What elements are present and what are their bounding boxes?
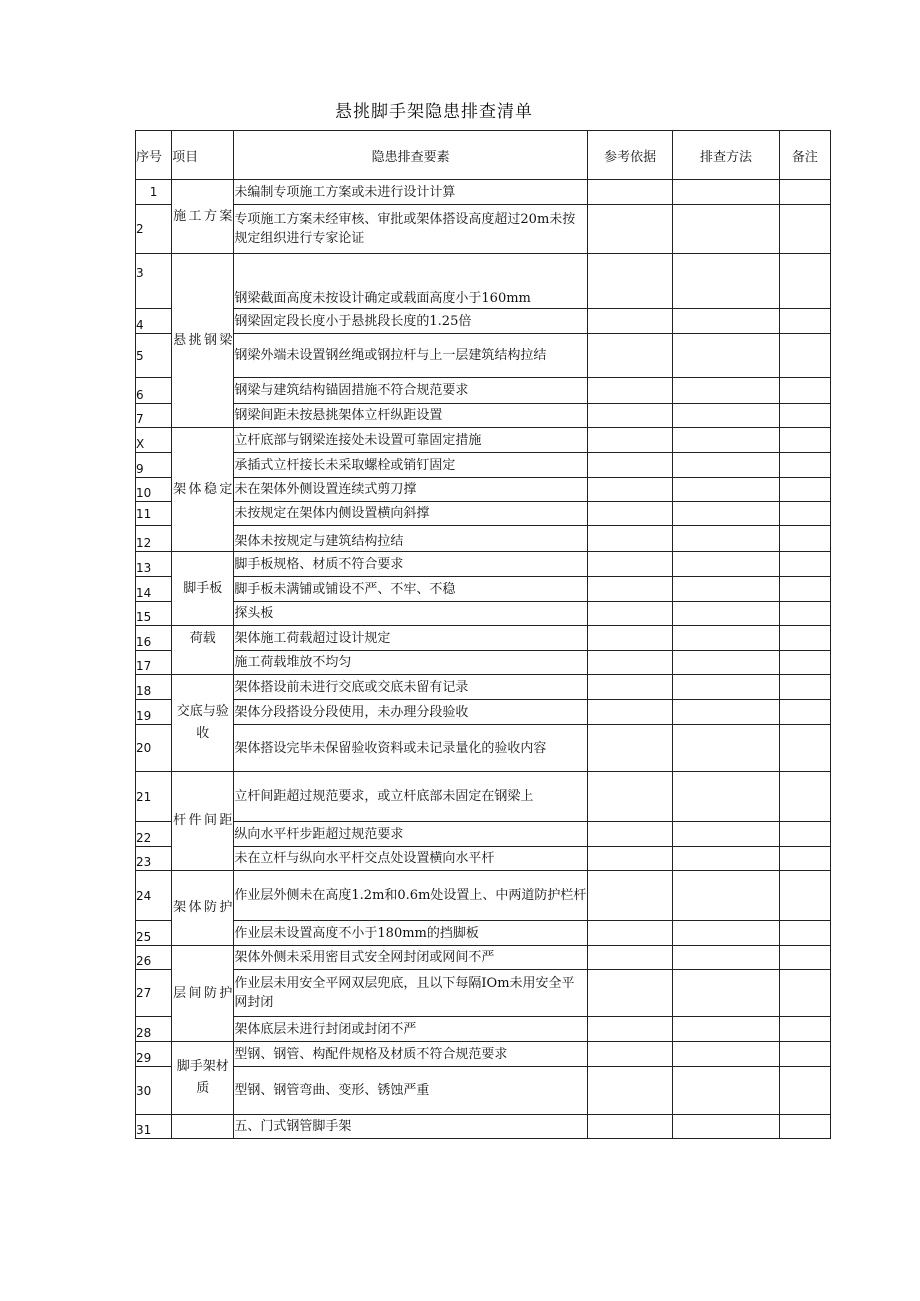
note-cell <box>779 180 830 205</box>
basis-cell <box>587 205 672 254</box>
table-row <box>136 502 831 526</box>
note-cell <box>779 822 830 847</box>
row-no: 23 <box>136 847 172 871</box>
method-cell <box>673 478 779 502</box>
row-no: 4 <box>136 309 172 334</box>
table-row <box>136 725 831 772</box>
table-row <box>136 1017 831 1042</box>
item-load: 荷载 <box>172 626 234 675</box>
hazard-text: 承插式立杆接长未采取螺栓或销钉固定 <box>234 453 588 478</box>
row-no: 7 <box>136 404 172 428</box>
basis-cell <box>587 1017 672 1042</box>
hazard-text: 未按规定在架体内侧设置横向斜撑 <box>234 502 588 526</box>
note-cell <box>779 526 830 552</box>
note-cell <box>779 1067 830 1115</box>
hazard-text: 钢梁截面高度未按设计确定或载面高度小于160mm <box>234 254 588 309</box>
item-scaffold-board: 脚手板 <box>172 552 234 626</box>
row-no: 29 <box>136 1042 172 1067</box>
hazard-text: 架体底层未进行封闭或封闭不严 <box>234 1017 588 1042</box>
header-basis: 参考依据 <box>587 131 672 180</box>
basis-cell <box>587 602 672 626</box>
row-no: 22 <box>136 822 172 847</box>
row-no: 15 <box>136 602 172 626</box>
note-cell <box>779 334 830 378</box>
table-row <box>136 1115 831 1139</box>
basis-cell <box>587 772 672 822</box>
basis-cell <box>587 552 672 577</box>
method-cell <box>673 404 779 428</box>
item-frame-protection: 架体防护 <box>172 871 234 946</box>
basis-cell <box>587 847 672 871</box>
item-frame-stability: 架体稳定 <box>172 428 234 552</box>
hazard-text: 架体未按规定与建筑结构拉结 <box>234 526 588 552</box>
method-cell <box>673 700 779 725</box>
hazard-text: 施工荷载堆放不均匀 <box>234 651 588 675</box>
basis-cell <box>587 254 672 309</box>
basis-cell <box>587 478 672 502</box>
method-cell <box>673 205 779 254</box>
note-cell <box>779 404 830 428</box>
basis-cell <box>587 1115 672 1139</box>
table-row <box>136 970 831 1017</box>
method-cell <box>673 502 779 526</box>
hazard-text: 脚手板未满铺或铺设不严、不牢、不稳 <box>234 577 588 602</box>
note-cell <box>779 502 830 526</box>
row-no: 25 <box>136 921 172 946</box>
basis-cell <box>587 428 672 453</box>
hazard-text: 未在立杆与纵向水平杆交点处设置横向水平杆 <box>234 847 588 871</box>
header-hazard: 隐患排查要素 <box>234 131 588 180</box>
basis-cell <box>587 725 672 772</box>
basis-cell <box>587 502 672 526</box>
table-row <box>136 428 831 453</box>
basis-cell <box>587 526 672 552</box>
row-no: 18 <box>136 675 172 700</box>
table-row <box>136 1042 831 1067</box>
note-cell <box>779 577 830 602</box>
basis-cell <box>587 309 672 334</box>
table-row <box>136 602 831 626</box>
hazard-text: 型钢、钢管弯曲、变形、锈蚀严重 <box>234 1067 588 1115</box>
hazard-text: 架体外侧未采用密目式安全网封闭或网间不严 <box>234 946 588 970</box>
method-cell <box>673 254 779 309</box>
table-row <box>136 453 831 478</box>
method-cell <box>673 526 779 552</box>
row-no: 2 <box>136 205 172 254</box>
table-row <box>136 772 831 822</box>
hazard-text: 架体搭设前未进行交底或交底未留有记录 <box>234 675 588 700</box>
hazard-text: 未在架体外侧设置连续式剪刀撑 <box>234 478 588 502</box>
row-no: 11 <box>136 502 172 526</box>
note-cell <box>779 1115 830 1139</box>
hazard-text: 钢梁间距未按悬挑架体立杆纵距设置 <box>234 404 588 428</box>
method-cell <box>673 1115 779 1139</box>
method-cell <box>673 822 779 847</box>
note-cell <box>779 254 830 309</box>
basis-cell <box>587 921 672 946</box>
table-row <box>136 577 831 602</box>
note-cell <box>779 970 830 1017</box>
note-cell <box>779 205 830 254</box>
row-no: 28 <box>136 1017 172 1042</box>
method-cell <box>673 847 779 871</box>
basis-cell <box>587 626 672 651</box>
item-cantilever-beam: 悬挑钢梁 <box>172 254 234 428</box>
method-cell <box>673 334 779 378</box>
note-cell <box>779 626 830 651</box>
row-no: 12 <box>136 526 172 552</box>
note-cell <box>779 428 830 453</box>
item-construction-plan: 施工方案 <box>172 180 234 254</box>
hazard-text: 架体施工荷载超过设计规定 <box>234 626 588 651</box>
table-row <box>136 626 831 651</box>
hazard-text: 型钢、钢管、构配件规格及材质不符合规范要求 <box>234 1042 588 1067</box>
row-no: 24 <box>136 871 172 921</box>
note-cell <box>779 478 830 502</box>
row-no: 6 <box>136 378 172 404</box>
note-cell <box>779 1017 830 1042</box>
method-cell <box>673 921 779 946</box>
note-cell <box>779 453 830 478</box>
table-row <box>136 404 831 428</box>
row-no: 20 <box>136 725 172 772</box>
table-row <box>136 675 831 700</box>
hazard-checklist-table <box>135 130 831 1139</box>
header-item: 项目 <box>172 131 234 180</box>
note-cell <box>779 847 830 871</box>
item-bar-spacing: 杆件间距 <box>172 772 234 871</box>
basis-cell <box>587 577 672 602</box>
table-row <box>136 1067 831 1115</box>
table-row <box>136 552 831 577</box>
note-cell <box>779 700 830 725</box>
method-cell <box>673 970 779 1017</box>
note-cell <box>779 946 830 970</box>
note-cell <box>779 675 830 700</box>
method-cell <box>673 453 779 478</box>
row-no: 5 <box>136 334 172 378</box>
basis-cell <box>587 822 672 847</box>
hazard-text: 探头板 <box>234 602 588 626</box>
table-row <box>136 526 831 552</box>
method-cell <box>673 602 779 626</box>
table-row <box>136 921 831 946</box>
hazard-text: 专项施工方案未经审核、审批或架体搭设高度超过20m未按规定组织进行专家论证 <box>234 205 588 254</box>
method-cell <box>673 552 779 577</box>
row-no: 21 <box>136 772 172 822</box>
basis-cell <box>587 334 672 378</box>
header-no: 序号 <box>136 131 172 180</box>
header-note: 备注 <box>779 131 830 180</box>
basis-cell <box>587 675 672 700</box>
table-row <box>136 871 831 921</box>
row-no: 30 <box>136 1067 172 1115</box>
hazard-text: 作业层未设置高度不小于180mm的挡脚板 <box>234 921 588 946</box>
method-cell <box>673 1067 779 1115</box>
hazard-text: 立杆间距超过规范要求，或立杆底部未固定在钢梁上 <box>234 772 588 822</box>
note-cell <box>779 871 830 921</box>
table-row <box>136 180 831 205</box>
method-cell <box>673 309 779 334</box>
method-cell <box>673 675 779 700</box>
basis-cell <box>587 180 672 205</box>
method-cell <box>673 725 779 772</box>
note-cell <box>779 602 830 626</box>
table-row <box>136 847 831 871</box>
note-cell <box>779 651 830 675</box>
note-cell <box>779 772 830 822</box>
basis-cell <box>587 970 672 1017</box>
hazard-text: 脚手板规格、材质不符合要求 <box>234 552 588 577</box>
row-no: X <box>136 428 172 453</box>
row-no: 9 <box>136 453 172 478</box>
basis-cell <box>587 700 672 725</box>
row-no: 14 <box>136 577 172 602</box>
table-row <box>136 309 831 334</box>
table-row <box>136 334 831 378</box>
method-cell <box>673 428 779 453</box>
table-row <box>136 822 831 847</box>
table-row <box>136 700 831 725</box>
row-no: 3 <box>136 254 172 309</box>
item-cell-empty <box>172 1115 234 1139</box>
method-cell <box>673 651 779 675</box>
basis-cell <box>587 651 672 675</box>
hazard-text: 未编制专项施工方案或未进行设计计算 <box>234 180 588 205</box>
hazard-text: 作业层未用安全平网双层兜底，且以下每隔IOm未用安全平网封闭 <box>234 970 588 1017</box>
note-cell <box>779 378 830 404</box>
method-cell <box>673 871 779 921</box>
basis-cell <box>587 1042 672 1067</box>
method-cell <box>673 626 779 651</box>
method-cell <box>673 1042 779 1067</box>
header-row <box>136 131 831 180</box>
row-no: 31 <box>136 1115 172 1139</box>
basis-cell <box>587 404 672 428</box>
item-layer-protection: 层间防护 <box>172 946 234 1042</box>
hazard-text: 立杆底部与钢梁连接处未设置可靠固定措施 <box>234 428 588 453</box>
note-cell <box>779 1042 830 1067</box>
row-no: 16 <box>136 626 172 651</box>
row-no: 10 <box>136 478 172 502</box>
method-cell <box>673 577 779 602</box>
table-row <box>136 254 831 309</box>
note-cell <box>779 725 830 772</box>
method-cell <box>673 1017 779 1042</box>
row-no: 13 <box>136 552 172 577</box>
basis-cell <box>587 1067 672 1115</box>
basis-cell <box>587 946 672 970</box>
table-row <box>136 478 831 502</box>
method-cell <box>673 946 779 970</box>
page-title: 悬挑脚手架隐患排查清单 <box>335 102 533 122</box>
basis-cell <box>587 453 672 478</box>
hazard-text: 钢梁与建筑结构锚固措施不符合规范要求 <box>234 378 588 404</box>
note-cell <box>779 921 830 946</box>
hazard-text: 纵向水平杆步距超过规范要求 <box>234 822 588 847</box>
method-cell <box>673 180 779 205</box>
hazard-text: 五、门式钢管脚手架 <box>234 1115 588 1139</box>
row-no: 19 <box>136 700 172 725</box>
table-row <box>136 205 831 254</box>
item-handover: 交底与验收 <box>172 675 234 772</box>
row-no: 1 <box>136 180 172 205</box>
method-cell <box>673 378 779 404</box>
header-method: 排查方法 <box>673 131 779 180</box>
table-row <box>136 378 831 404</box>
note-cell <box>779 552 830 577</box>
hazard-text: 钢梁固定段长度小于悬挑段长度的1.25倍 <box>234 309 588 334</box>
row-no: 17 <box>136 651 172 675</box>
basis-cell <box>587 871 672 921</box>
item-material-quality: 脚手架材质 <box>172 1042 234 1115</box>
row-no: 27 <box>136 970 172 1017</box>
method-cell <box>673 772 779 822</box>
hazard-text: 架体搭设完毕未保留验收资料或未记录量化的验收内容 <box>234 725 588 772</box>
row-no: 26 <box>136 946 172 970</box>
hazard-text: 钢梁外端未设置钢丝绳或钢拉杆与上一层建筑结构拉结 <box>234 334 588 378</box>
hazard-text: 架体分段搭设分段使用，未办理分段验收 <box>234 700 588 725</box>
table-row <box>136 651 831 675</box>
basis-cell <box>587 378 672 404</box>
hazard-text: 作业层外侧未在高度1.2m和0.6m处设置上、中两道防护栏杆 <box>234 871 588 921</box>
note-cell <box>779 309 830 334</box>
table-row <box>136 946 831 970</box>
